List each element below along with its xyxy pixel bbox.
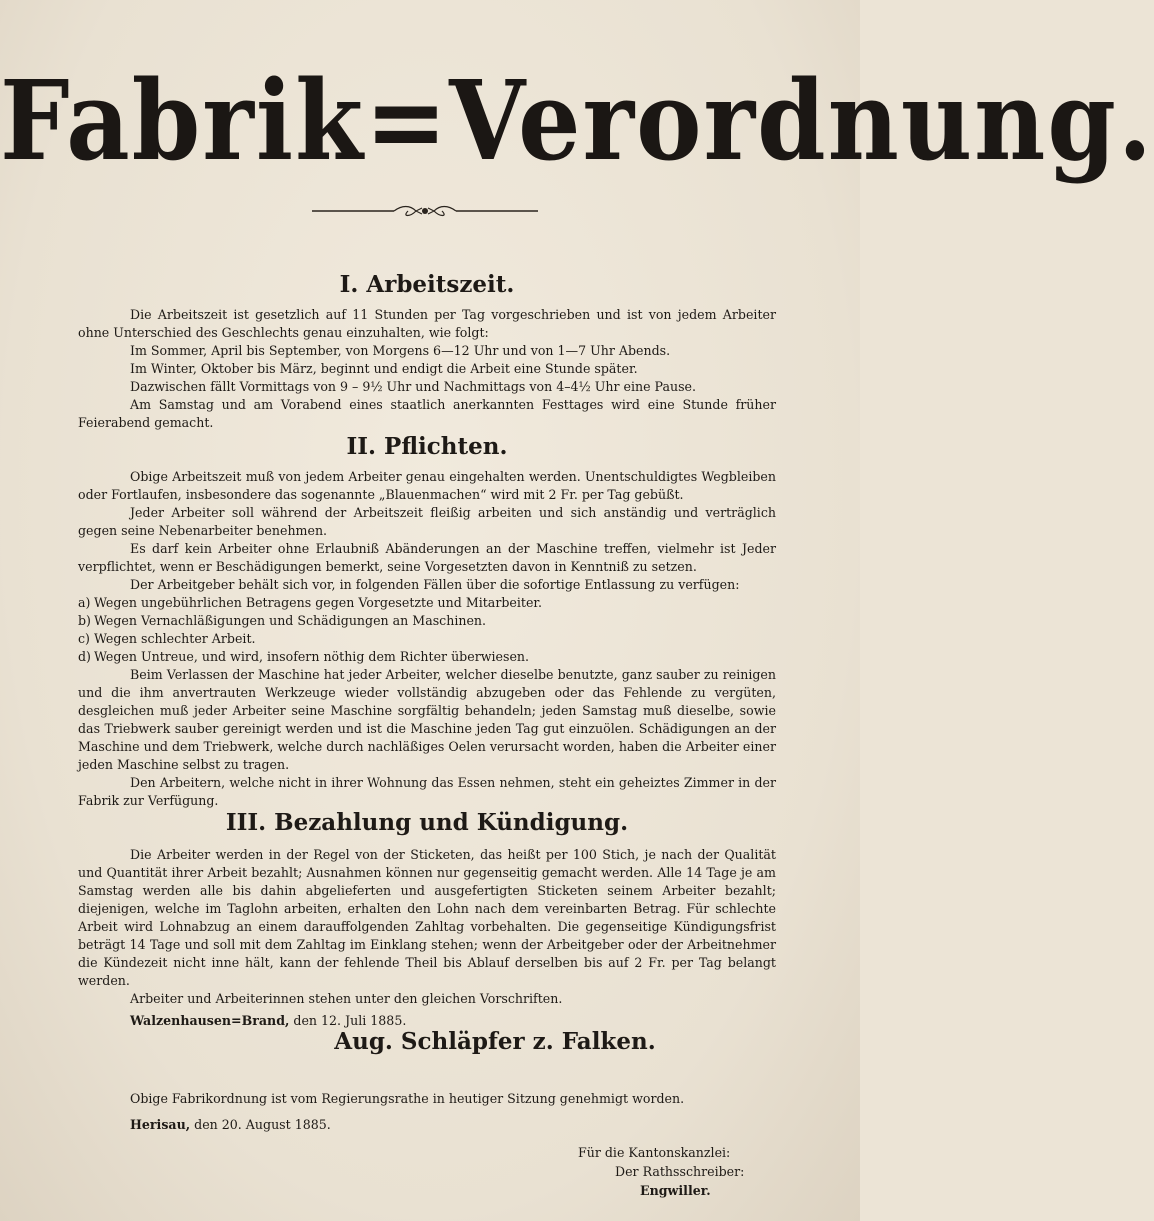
- paragraph: Den Arbeitern, welche nicht in ihrer Wohnung das Essen nehmen, steht ein geheiztes Zimmer in der Fabrik zur Verfügung.: [78, 775, 776, 808]
- section-heading: I. Arbeitszeit.: [339, 271, 515, 298]
- paragraph: Es darf kein Arbeiter ohne Erlaubniß Abänderungen an der Maschine treffen, vielmehr ist Jeder verpflichtet, wenn er Beschädigungen bemerkt, seine Vorgesetzten davon in Kenntniß zu setzen.: [78, 541, 776, 574]
- schedule-line: Am Samstag und am Vorabend eines staatlich anerkannten Festtages wird eine Stunde früher Feierabend gemacht.: [78, 397, 776, 430]
- paragraph: Die Arbeiter werden in der Regel von der Sticketen, das heißt per 100 Stich, je nach der Qualität und Quantität ihrer Arbeit bezahlt; Ausnahmen können nur gegenseitig gemacht werden. Alle 14 Tage je am Samstag werden alle bis dahin abgelieferten und ausgefertigten Sticketen seinem Arbeiter bezahlt; diejenigen, welche im Taglohn arbeiten, erhalten den Lohn nach dem vereinbarten Betrag. Für schlechte Arbeit wird Lohnabzug an einem darauffolgenden Zahltag vorbehalten. Die gegenseitige Kündigungsfrist beträgt 14 Tage und soll mit dem Zahltag im Einklang stehen; wenn der Arbeitgeber oder der Arbeitnehmer die Kündezeit nicht inne hält, kann der fehlende Theil bis Ablauf derselben bis auf 2 Fr. per Tag belangt werden.: [78, 847, 776, 988]
- dismissal-reasons-list: [78, 594, 776, 666]
- list-item: d) Wegen Untreue, und wird, insofern nöthig dem Richter überwiesen.: [78, 649, 530, 664]
- paragraph: Die Arbeitszeit ist gesetzlich auf 11 Stunden per Tag vorgeschrieben und ist von jedem Arbeiter ohne Unterschied des Geschlechts genau einzuhalten, wie folgt:: [78, 307, 776, 340]
- signature: Aug. Schläpfer z. Falken.: [334, 1028, 656, 1055]
- list-item: a) Wegen ungebührlichen Betragens gegen Vorgesetzte und Mitarbeiter.: [78, 595, 543, 610]
- paragraph: Der Arbeitgeber behält sich vor, in folgenden Fällen über die sofortige Entlassung zu verfügen:: [130, 577, 740, 592]
- paragraph: Arbeiter und Arbeiterinnen stehen unter den gleichen Vorschriften.: [130, 991, 563, 1006]
- chancellery-line: Für die Kantonskanzlei:: [578, 1145, 731, 1160]
- place-name: Walzenhausen=Brand,: [130, 1013, 290, 1028]
- schedule-line: Im Winter, Oktober bis März, beginnt und endigt die Arbeit eine Stunde später.: [130, 361, 638, 376]
- section-heading: III. Bezahlung und Kündigung.: [225, 809, 629, 836]
- approval-text: Obige Fabrikordnung ist vom Regierungsrathe in heutiger Sitzung genehmigt worden.: [130, 1091, 685, 1106]
- approval-place-date: [130, 1112, 730, 1138]
- section-pflichten: [78, 432, 776, 810]
- schedule-line: Im Sommer, April bis September, von Morgens 6—12 Uhr und von 1—7 Uhr Abends.: [130, 343, 671, 358]
- list-item: b) Wegen Vernachläßigungen und Schädigungen an Maschinen.: [78, 613, 487, 628]
- list-item: c) Wegen schlechter Arbeit.: [78, 631, 256, 646]
- chancellery-signature: Engwiller.: [640, 1183, 711, 1198]
- decorative-divider: [312, 203, 538, 219]
- approval-block: [130, 1086, 730, 1138]
- place-name: Herisau,: [130, 1117, 191, 1132]
- chancellery-line: Der Rathsschreiber:: [615, 1164, 745, 1179]
- chancellery-block: [578, 1143, 778, 1200]
- paragraph: Obige Arbeitszeit muß von jedem Arbeiter genau eingehalten werden. Unentschuldigtes Wegbleiben oder Fortlaufen, insbesondere das sogenannte „Blauenmachen“ wird mit 2 Fr. per Tag gebüßt.: [78, 469, 776, 502]
- section-heading: II. Pflichten.: [346, 433, 508, 460]
- section-bezahlung: [78, 808, 776, 1030]
- paragraph: Beim Verlassen der Maschine hat jeder Arbeiter, welcher dieselbe benutzte, ganz sauber zu reinigen und die ihm anvertrauten Werkzeuge wieder vollständig abzugeben oder das Fehlende zu vergüten, desgleichen muß jeder Arbeiter seine Maschine sorgfältig behandeln; jeden Samstag muß dieselbe, sowie das Triebwerk sauber gereinigt werden und ist die Maschine jeden Tag gut einzuölen. Schädigungen an der Maschine und dem Triebwerk, welche durch nachläßiges Oelen verursacht worden, haben die Arbeiter einer jeden Maschine selbst zu tragen.: [78, 667, 776, 772]
- page-title: Fabrik=Verordnung.: [0, 57, 1154, 186]
- date: den 20. August 1885.: [194, 1117, 331, 1132]
- paragraph: Jeder Arbeiter soll während der Arbeitszeit fleißig arbeiten und sich anständig und verträglich gegen seine Nebenarbeiter benehmen.: [78, 505, 776, 538]
- schedule-line: Dazwischen fällt Vormittags von 9 – 9½ Uhr und Nachmittags von 4–4½ Uhr eine Pause.: [130, 379, 696, 394]
- date: den 12. Juli 1885.: [293, 1013, 407, 1028]
- section-arbeitszeit: [78, 270, 776, 432]
